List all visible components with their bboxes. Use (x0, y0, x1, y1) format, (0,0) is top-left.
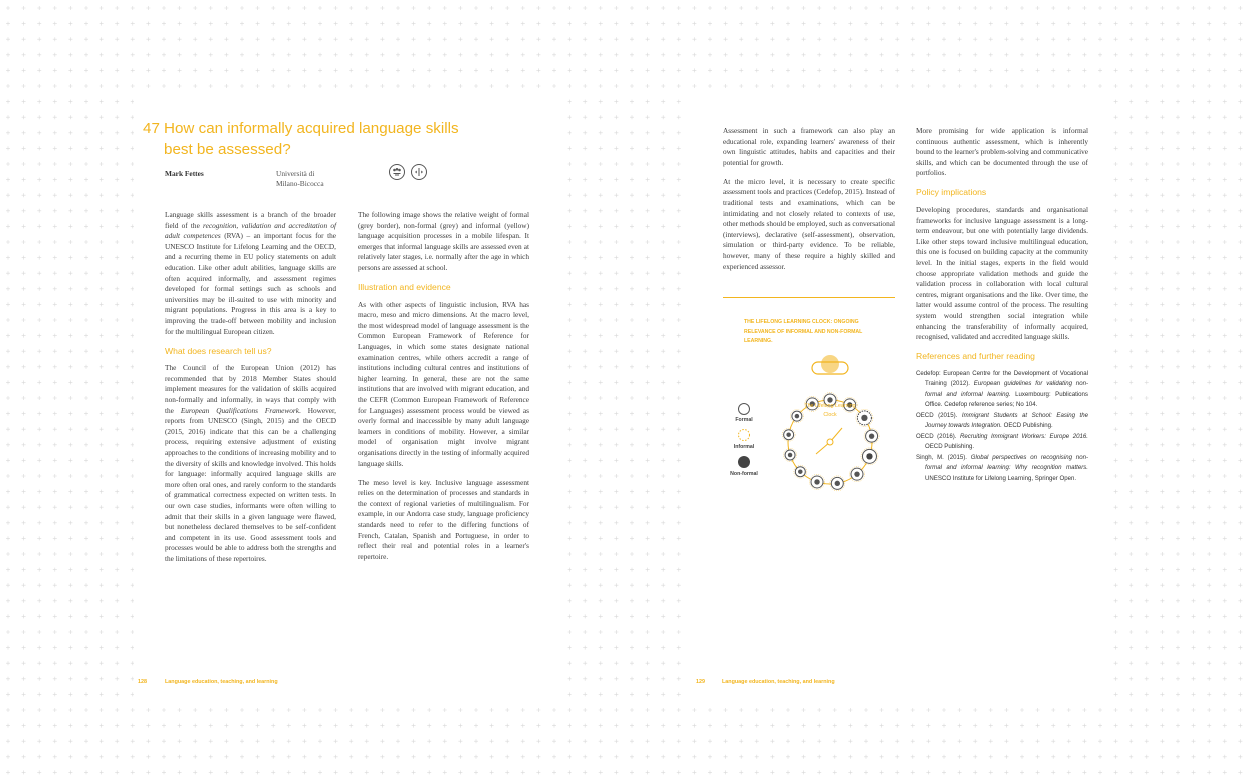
clock-node (830, 476, 845, 491)
clock-node (794, 465, 807, 478)
intro-paragraph: Language skills assessment is a branch of the broader field of the recognition, validation and accreditation of adult competences (RVA) – an important focus for the UNESCO Institute for Lifelong Learning and the OECD, and a recurring theme in EU policy statements on adult education. Like other adult abilities, language skills are often acquired informally, and assessment regimes developed for formal settings such as schools and universities may be ill-suited to use with minority and migrant populations. Progress in this area is a key to improving the trade-off between mobility and inclusion for the multilingual European citizen. (165, 210, 336, 336)
transfer-arrows-icon (411, 164, 427, 180)
references-list (916, 369, 1088, 485)
people-group-icon (389, 164, 405, 180)
reference-item: Cedefop: European Centre for the Development of Vocational Training (2012). European guidelines for validating non-formal and informal learning. Luxembourg: Publications Office. Cedefop reference series; No 104. (916, 369, 1089, 409)
left-column-1 (165, 210, 336, 573)
educational-role-paragraph: Assessment in such a framework can also play an educational role, expanding learners' awareness of their own linguistic attitudes, habits and capacities and their potential for growth. (723, 126, 895, 167)
heading-illustration: Illustration and evidence (358, 282, 451, 293)
portfolio-paragraph: More promising for wide application is informal continuous authentic assessment, which is inherently bound to the learner's problem-solving and communicative skills, and which can be documented through the use of portfolios. (916, 126, 1088, 178)
left-running-footer: Language education, teaching, and learning (165, 679, 278, 685)
left-column-2 (358, 210, 529, 571)
author-name: Mark Fettes (165, 169, 204, 178)
macro-level-paragraph: As with other aspects of linguistic inclusion, RVA has macro, meso and micro dimensions. At the macro level, the most widespread model of language assessment is the Common European Framework of Reference for Languages, in which some states designate national examination centres, while others accredit a range of institutions including cultural centres and institutions of higher learning. In general, these are not the same institutions that are involved with migrant education, and the CEFR (Common European Framework of Reference for Languages) assessment process would be viewed as overly formal and inaccessible by many adult language learners in conditions of mobility. However, a similar model of organisation might involve migrant organisations directly in the testing of informally acquired language skills. (358, 299, 529, 468)
clock-center-label: The Lifelong Learning Clock (804, 403, 856, 419)
page-title: How can informally acquired language skills best be assessed? (164, 120, 459, 158)
figure-title: THE LIFELONG LEARNING CLOCK: ONGOING RELEVANCE OF INFORMAL AND NON-FORMAL LEARNING. (744, 319, 863, 344)
non-formal-circle-icon (738, 456, 750, 468)
clock-node (790, 410, 803, 423)
clock-node (856, 409, 873, 426)
clock-hand-pivot (827, 439, 833, 445)
chapter-number: 47 (143, 120, 160, 137)
reference-item: OECD (2016). Recruiting Immigrant Workers: Europe 2016. OECD Publishing. (916, 432, 1088, 451)
reference-item: Singh, M. (2015). Global perspectives on recognising non-formal and informal learning: Why recognition matters. UNESCO Institute for Lifelong Learning, Springer Open. (916, 453, 1088, 482)
heading-policy: Policy implications (916, 187, 987, 198)
legend-label-informal: Informal (733, 444, 755, 450)
research-paragraph: The Council of the European Union (2012) has recommended that by 2018 Member States should implement measures for the validation of skills acquired non-formally and informally, in ways that comply with the European Qualifications Framework. However, reports from UNESCO (Singh, 2015) and the OECD (2015, 2016) indicate that this can be a challenging process, requiring extensive adjustment of existing approaches to the conditions of increasing mobility and to the diversity of skills and knowledge involved. This holds for language: informally acquired language skills are more often oral ones, and rarely conform to the standards of grammatical correctness expected on written tests. In our own case studies, informants were often willing to admit that their skills in a given language were flawed, but nonetheless declared themselves to be self-confident and competent in its use. Good assessment tools and processes would be able to address both the strengths and the limitations of these repertoires. (165, 363, 336, 563)
clock-node (782, 428, 795, 441)
formal-circle-icon (739, 404, 750, 415)
figure-divider (723, 297, 895, 298)
clock-node (810, 474, 825, 489)
clock-node (864, 429, 879, 444)
right-page-number: 129 (696, 679, 705, 685)
left-page-title (143, 118, 463, 162)
heading-research: What does research tell us? (165, 345, 272, 356)
lifelong-learning-clock-diagram (770, 342, 892, 506)
meso-level-paragraph: The meso level is key. Inclusive language assessment relies on the determination of processes and standards in the context of regional varieties of multilingualism. For example, in our Andorra case study, language proficiency standards need to refer to the differing functions of French, Catalan, Spanish and Portuguese, in order to reflect their real and potential roles in a learner's repertoire. (358, 477, 529, 561)
author-affiliation: Università di Milano-Bicocca (276, 169, 324, 188)
left-page-number: 128 (138, 679, 147, 685)
legend-label-formal: Formal (735, 417, 753, 423)
right-column-2 (916, 126, 1088, 484)
image-description-paragraph: The following image shows the relative weight of formal (grey border), non-formal (grey) and informal (yellow) language acquisition processes in a mobile lifespan. It emerges that informal language skills are assessed even at relatively later stages, i.e. normally after the age in which persons are assessed at school. (358, 210, 529, 272)
clock-node (784, 448, 797, 461)
clock-node (861, 448, 878, 465)
figure-legend (728, 402, 760, 482)
right-running-footer: Language education, teaching, and learning (722, 679, 835, 685)
policy-paragraph: Developing procedures, standards and organisational frameworks for inclusive language assessment is a long-term endeavour, but one with potentially large dividends. Like other steps toward inclusive multilingual education, this one is focused on building capacity at the community level. In the initial stages, experts in the field would choose appropriate validation methods and guide the validation process in collaboration with local cultural centres, migrant organisations and the like. Over time, the latter would assume control of the process. The resulting system would strengthen social integration while enhancing the transferability of informally acquired, recognised, validated and accredited language skills. (916, 205, 1088, 342)
informal-circle-icon (739, 430, 750, 441)
legend-label-non-formal: Non-formal (730, 471, 758, 477)
right-column-1 (723, 126, 895, 281)
reference-item: OECD (2015). Immigrant Students at School: Easing the Journey towards Integration. OECD Publishing. (916, 411, 1088, 430)
clock-node (849, 467, 864, 482)
micro-level-paragraph: At the micro level, it is necessary to create specific assessment tools and practices (Cedefop, 2015). Instead of traditional tests and examinations, which can be intimidating and not closely related to contexts of use, other methods should be employed, such as conversational (interviews), declarative (self-assessment), observation, simulation or third-party evidence. To be reliable, however, many of these require a highly skilled and experienced assessor. (723, 176, 895, 271)
heading-references: References and further reading (916, 351, 1035, 362)
clock-crown-dial (821, 355, 839, 373)
